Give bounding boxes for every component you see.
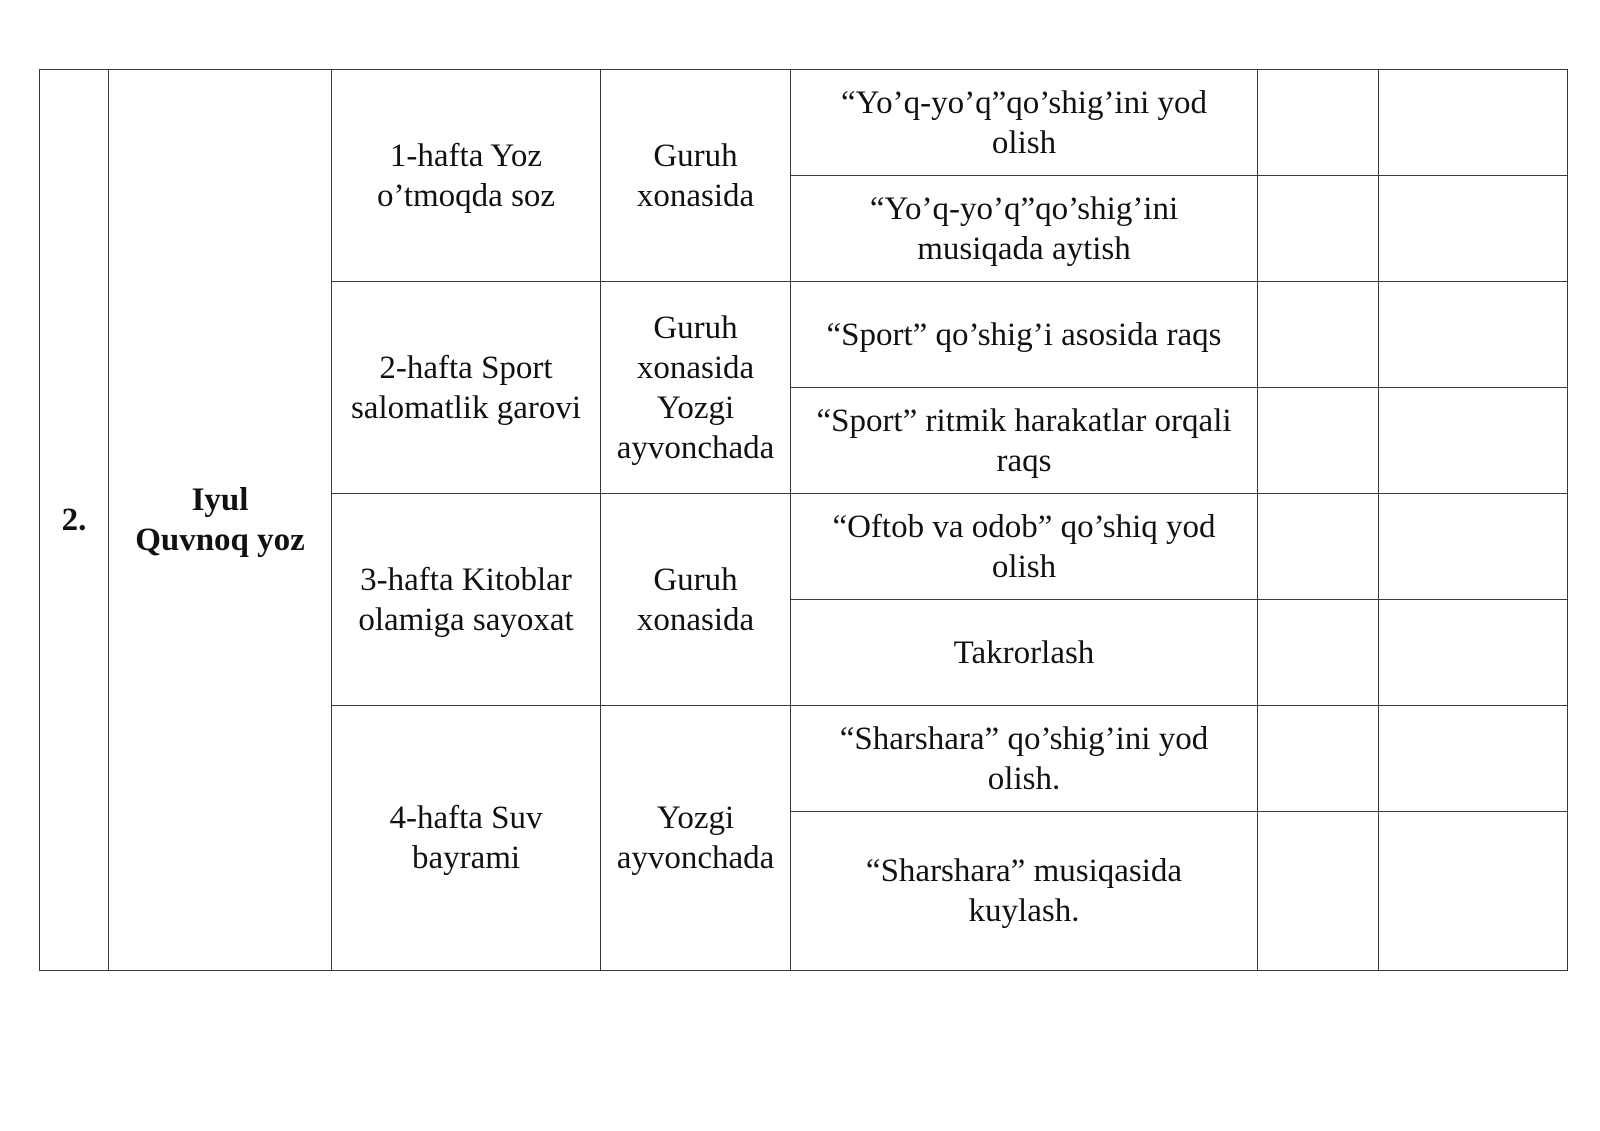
activity-line: musiqada aytish (917, 230, 1131, 267)
place-line: xonasida (636, 349, 755, 386)
month-name: Iyul (191, 482, 249, 518)
empty-cell (1258, 70, 1379, 176)
activity-line: kuylash. (968, 893, 1080, 929)
week-title-cell (332, 70, 601, 282)
empty-cell (1379, 494, 1568, 600)
empty-cell (1258, 706, 1379, 812)
activity-line: “Oftob va odob” qo’shiq yod (832, 508, 1216, 545)
empty-cell (1258, 176, 1379, 282)
empty-cell (1379, 600, 1568, 706)
empty-cell (1379, 176, 1568, 282)
place-line: xonasida (636, 601, 755, 638)
empty-cell (1379, 812, 1568, 971)
activity-line: olish (991, 124, 1057, 161)
activity-cell (791, 70, 1258, 176)
place-line: Guruh (653, 137, 738, 174)
empty-cell (1258, 494, 1379, 600)
activity-cell (791, 706, 1258, 812)
empty-cell (1258, 282, 1379, 388)
activity-cell (791, 282, 1258, 388)
activity-line: “Sharshara” qo’shig’ini yod (839, 720, 1209, 757)
activity-line: olish. (987, 760, 1061, 797)
week-title-line: 4-hafta Suv (389, 800, 543, 836)
week-title-cell (332, 494, 601, 706)
activity-line: raqs (996, 442, 1052, 479)
month-cell (109, 70, 332, 971)
week-title-line: 3-hafta Kitoblar (360, 561, 572, 598)
empty-cell (1379, 706, 1568, 812)
week-title-line: 2-hafta Sport (379, 349, 553, 386)
activity-line: olish (991, 548, 1057, 585)
week-title-line: o’tmoqda soz (376, 177, 556, 214)
activity-line: “Yo’q-yo’q”qo’shig’ini (869, 190, 1179, 227)
activity-line: “Sharshara” musiqasida (865, 853, 1183, 889)
place-line: Guruh (653, 561, 738, 598)
week-title-line: salomatlik garovi (350, 389, 582, 426)
activity-line: “Sport” qo’shig’i asosida raqs (826, 316, 1222, 353)
place-line: xonasida (636, 177, 755, 214)
row-number: 2. (40, 70, 109, 971)
place-line: ayvonchada (616, 840, 775, 876)
place-line: ayvonchada (616, 429, 775, 466)
empty-cell (1379, 388, 1568, 494)
place-cell (601, 282, 791, 494)
activity-line: Takrorlash (953, 634, 1095, 671)
activity-cell (791, 494, 1258, 600)
place-cell (601, 706, 791, 971)
empty-cell (1379, 282, 1568, 388)
empty-cell (1258, 600, 1379, 706)
place-line: Guruh (653, 309, 738, 346)
place-cell (601, 70, 791, 282)
place-cell (601, 494, 791, 706)
month-theme: Quvnoq yoz (135, 522, 305, 558)
week-title-line: bayrami (411, 840, 521, 876)
empty-cell (1258, 388, 1379, 494)
activity-cell (791, 176, 1258, 282)
place-line: Yozgi (656, 389, 735, 426)
table-row (40, 70, 1568, 176)
empty-cell (1379, 70, 1568, 176)
activity-cell (791, 600, 1258, 706)
activity-line: “Sport” ritmik harakatlar orqali (816, 402, 1232, 439)
week-title-cell (332, 706, 601, 971)
week-title-line: olamiga sayoxat (358, 601, 574, 638)
week-title-cell (332, 282, 601, 494)
place-line: Yozgi (656, 800, 735, 836)
plan-table (39, 69, 1568, 971)
activity-line: “Yo’q-yo’q”qo’shig’ini yod (840, 84, 1208, 121)
activity-cell (791, 388, 1258, 494)
activity-cell (791, 812, 1258, 971)
week-title-line: 1-hafta Yoz (389, 137, 543, 174)
empty-cell (1258, 812, 1379, 971)
